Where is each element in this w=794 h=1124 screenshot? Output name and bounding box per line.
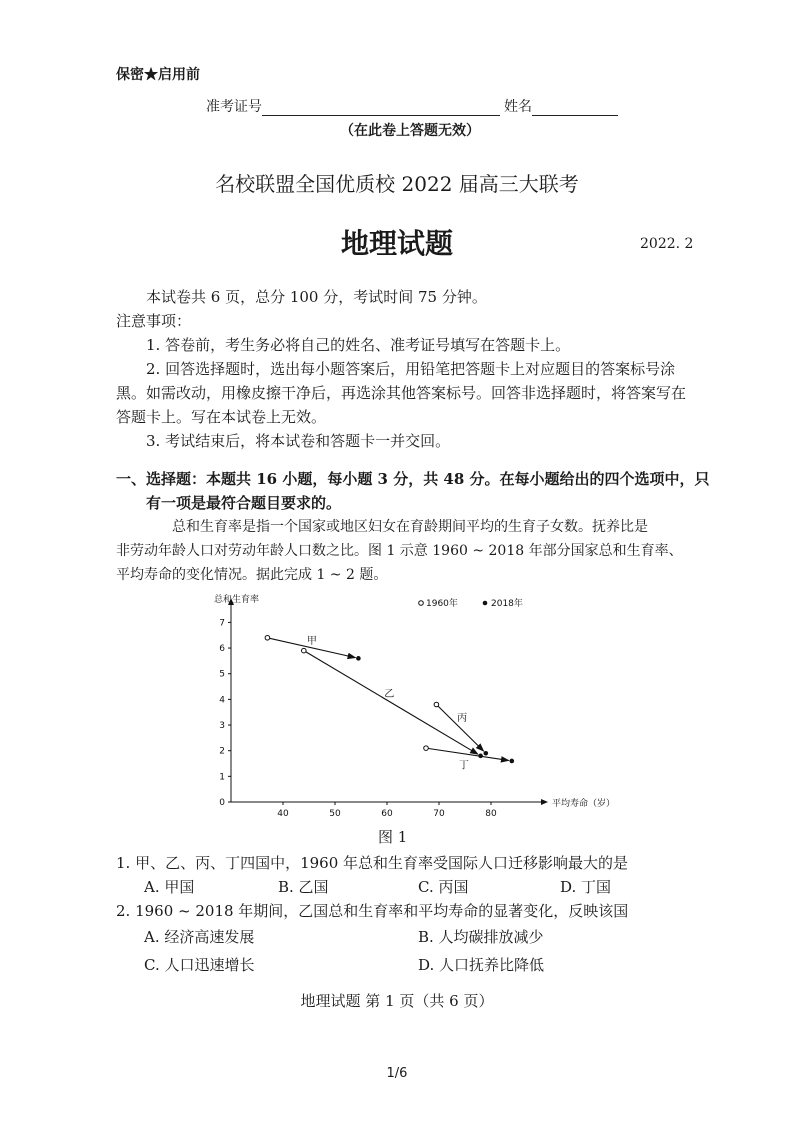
series-label-1: 甲 xyxy=(306,636,317,648)
notice-item-2-line-3: 答题卡上。写在本试卷上无效。 xyxy=(116,408,327,426)
section-heading-line-1: 一、选择题：本题共 16 小题，每小题 3 分，共 48 分。在每小题给出的四个选项中，只 xyxy=(116,470,710,488)
y-tick-label: 1 xyxy=(219,772,225,783)
point-2018-series-1 xyxy=(356,656,361,661)
notice-item-1: 1. 答卷前，考生务必将自己的姓名、准考证号填写在答题卡上。 xyxy=(146,336,571,354)
section-heading-line-2: 有一项是最符合题目要求的。 xyxy=(146,494,342,512)
series-label-4: 丁 xyxy=(458,760,469,772)
x-tick-label: 50 xyxy=(329,809,341,819)
x-tick-label: 40 xyxy=(277,809,289,819)
point-1960-series-2 xyxy=(302,648,307,653)
question-1-option-c: C. 丙国 xyxy=(418,878,469,896)
question-1-stem: 1. 甲、乙、丙、丁四国中，1960 年总和生育率受国际人口迁移影响最大的是 xyxy=(116,854,629,872)
subject-title: 地理试题 xyxy=(340,227,453,260)
intro-text: 本试卷共 6 页，总分 100 分，考试时间 75 分钟。 xyxy=(146,288,487,306)
question-1-option-b: B. 乙国 xyxy=(278,878,329,896)
x-tick-label: 70 xyxy=(433,809,445,819)
name-label: 姓名 xyxy=(504,99,532,115)
notice-item-3: 3. 考试结束后，将本试卷和答题卡一并交回。 xyxy=(146,432,451,450)
exam-date: 2022. 2 xyxy=(640,236,694,252)
y-axis-label: 总和生育率 xyxy=(214,595,260,605)
y-tick-label: 7 xyxy=(219,618,225,629)
x-axis-label: 平均寿命（岁） xyxy=(552,799,616,809)
question-1-option-d: D. 丁国 xyxy=(560,878,612,896)
point-1960-series-1 xyxy=(265,635,270,640)
y-tick-label: 0 xyxy=(219,798,225,808)
y-tick-label: 2 xyxy=(219,746,225,757)
page-footer-label: 地理试题 第 1 页（共 6 页） xyxy=(300,992,494,1010)
invalid-note: （在此卷上答题无效） xyxy=(340,123,480,139)
x-axis-arrow xyxy=(541,799,548,805)
question-2-option-a: A. 经济高速发展 xyxy=(144,928,255,946)
point-2018-series-3 xyxy=(484,751,489,756)
series-label-3: 丙 xyxy=(457,712,468,724)
exam-title: 名校联盟全国优质校 2022 届高三大联考 xyxy=(215,172,579,196)
series-arrow-2 xyxy=(304,651,478,755)
question-1-option-a: A. 甲国 xyxy=(144,878,195,896)
exam-id-label: 准考证号 xyxy=(206,99,262,115)
notice-label: 注意事项： xyxy=(116,312,192,330)
legend-label-1960: 1960年 xyxy=(426,599,458,609)
y-tick-label: 6 xyxy=(219,644,225,655)
passage-line-1: 总和生育率是指一个国家或地区妇女在育龄期间平均的生育子女数。抚养比是 xyxy=(172,519,648,535)
y-tick-label: 4 xyxy=(219,695,225,706)
series-label-2: 乙 xyxy=(384,689,395,701)
point-1960-series-4 xyxy=(424,746,429,751)
secret-label: 保密★启用前 xyxy=(116,67,200,83)
question-2-stem: 2. 1960 ~ 2018 年期间，乙国总和生育率和平均寿命的显著变化，反映该国 xyxy=(116,902,629,920)
notice-item-2-line-2: 黑。如需改动，用橡皮擦干净后，再选涂其他答案标号。回答非选择题时，将答案写在 xyxy=(116,384,687,402)
exam-id-blank xyxy=(262,115,500,116)
x-tick-label: 60 xyxy=(381,809,393,819)
point-1960-series-3 xyxy=(434,702,439,707)
x-tick-label: 80 xyxy=(485,809,497,819)
pager: 1/6 xyxy=(386,1066,408,1081)
legend-marker-2018 xyxy=(483,601,488,606)
question-2-option-b: B. 人均碳排放减少 xyxy=(418,928,544,946)
question-2-option-c: C. 人口迅速增长 xyxy=(144,956,255,974)
y-tick-label: 5 xyxy=(219,669,225,680)
series-arrow-4 xyxy=(426,748,509,760)
point-2018-series-4 xyxy=(510,759,515,764)
passage-line-3: 平均寿命的变化情况。据此完成 1 ~ 2 题。 xyxy=(116,567,388,583)
question-2-option-d: D. 人口抚养比降低 xyxy=(418,956,545,974)
notice-item-2-line-1: 2. 回答选择题时，选出每小题答案后，用铅笔把答题卡上对应题目的答案标号涂 xyxy=(146,360,676,378)
fertility-lifespan-chart xyxy=(200,590,616,826)
exam-id-row xyxy=(206,96,618,116)
figure-caption: 图 1 xyxy=(378,828,408,846)
name-blank xyxy=(532,115,618,116)
y-tick-label: 3 xyxy=(219,721,225,732)
legend-label-2018: 2018年 xyxy=(491,599,523,609)
legend-marker-1960 xyxy=(419,601,424,606)
passage-line-2: 非劳动年龄人口对劳动年龄人口数之比。图 1 示意 1960 ~ 2018 年部分国家总和生育率、 xyxy=(116,543,683,559)
